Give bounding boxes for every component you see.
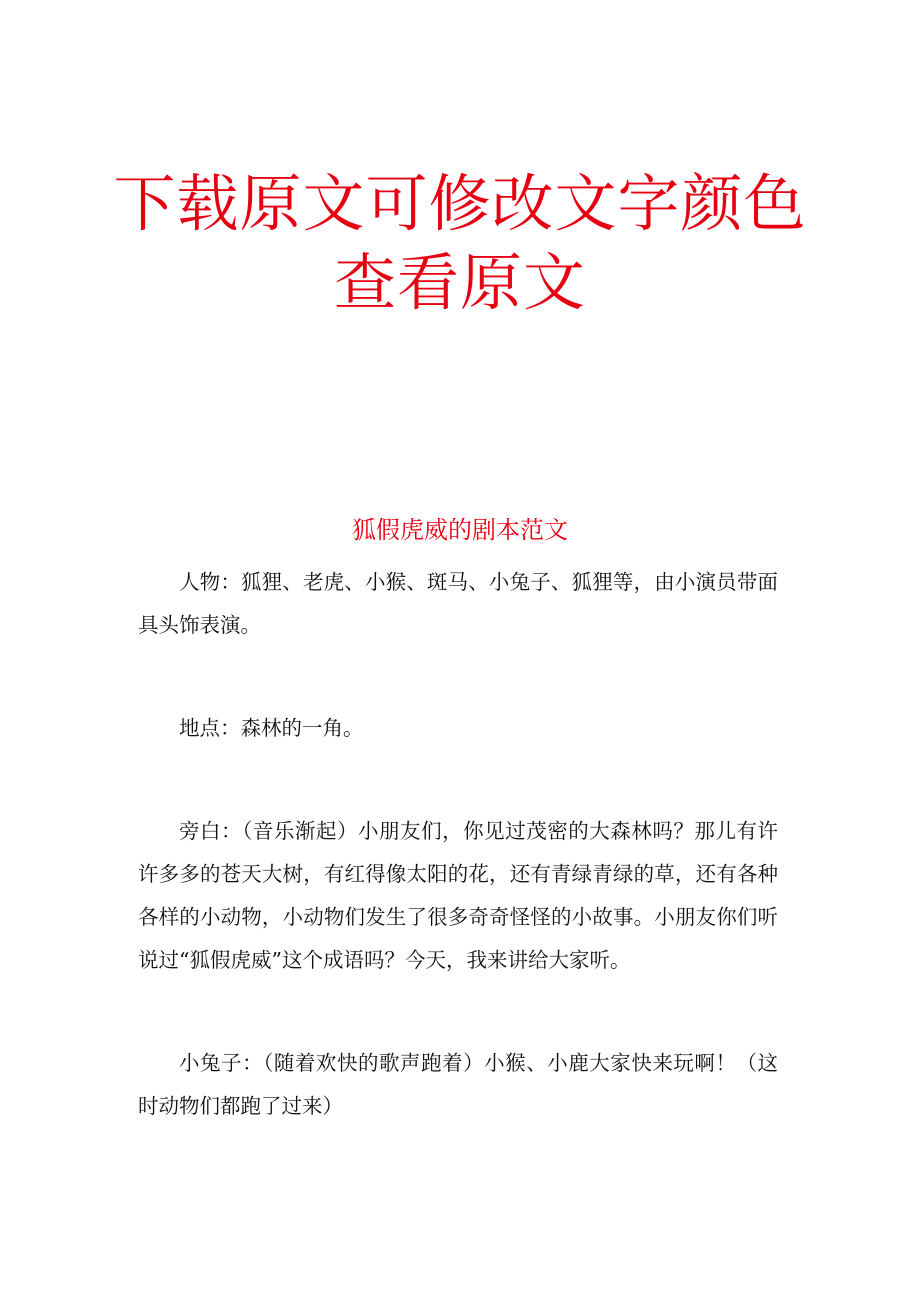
- download-banner-line1[interactable]: 下载原文可修改文字颜色: [113, 167, 807, 240]
- document-title: 狐假虎威的剧本范文: [352, 516, 568, 544]
- paragraph-rabbit-line: 小兔子：（随着欢快的歌声跑着）小猴、小鹿大家快来玩啊！（这时动物们都跑了过来）: [138, 1051, 778, 1118]
- document-body: [138, 561, 778, 1188]
- view-original-banner[interactable]: 查看原文: [333, 246, 586, 319]
- paragraph-characters: 人物：狐狸、老虎、小猴、斑马、小兔子、狐狸等，由小演员带面具头饰表演。: [138, 570, 778, 637]
- paragraph-narration: 旁白：（音乐渐起）小朋友们，你见过茂密的大森林吗？那儿有许许多多的苍天大树，有红得像太阳的花，还有青绿青绿的草，还有各种各样的小动物，小动物们发生了很多奇奇怪怪的小故事。小朋友你们听说过“狐假虎威”这个成语吗？今天，我来讲给大家听。: [138, 819, 778, 972]
- paragraph-location: 地点：森林的一角。: [179, 716, 364, 740]
